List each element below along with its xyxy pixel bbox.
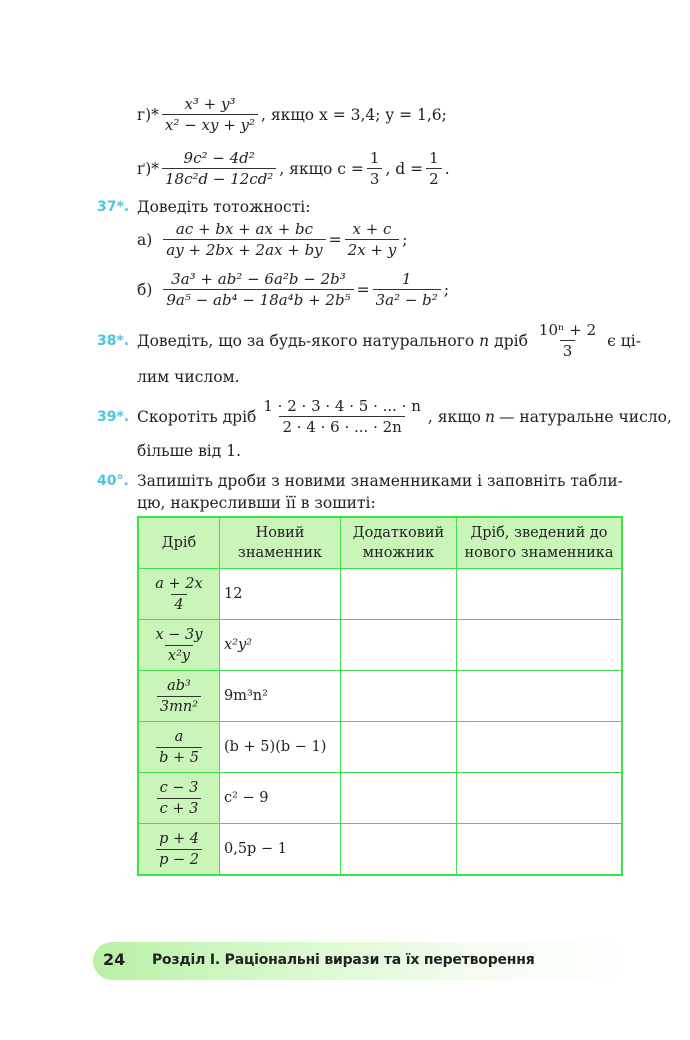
item-g-fraction	[162, 96, 258, 133]
item-g-label: г)*	[137, 105, 159, 124]
ex39-text1: Скоротіть дріб	[137, 407, 257, 426]
ex38-numerator: 10ⁿ + 2	[538, 321, 597, 339]
ex37-header	[97, 198, 310, 216]
row-denominator: 4	[171, 594, 186, 613]
ex37-b-equals: =	[356, 280, 370, 299]
row-numerator: a	[174, 728, 184, 745]
ex40-text1: Запишіть дроби з новими знаменниками і заповніть табли-	[137, 472, 623, 490]
ex39-text3: — натуральне число,	[498, 407, 672, 426]
table-header-row	[138, 517, 622, 569]
item-g2-d-fraction	[426, 150, 442, 187]
item-g	[137, 96, 447, 133]
fraction-cell	[138, 620, 220, 671]
ex37-a-right-fraction	[345, 221, 400, 258]
additional-factor-cell	[341, 773, 457, 824]
new-denominator-cell: 12	[220, 569, 341, 620]
additional-factor-cell	[341, 722, 457, 773]
table-row	[138, 620, 622, 671]
item-g2-cond-pre: , якщо c =	[279, 159, 364, 178]
ex39-n: n	[484, 407, 495, 426]
ex37-a-left-fraction	[163, 221, 325, 258]
fraction-cell	[138, 722, 220, 773]
table-row	[138, 671, 622, 722]
fraction-cell	[138, 671, 220, 722]
row-denominator: p − 2	[156, 849, 202, 868]
reduced-fraction-cell	[457, 671, 623, 722]
ex37-text: Доведіть тотожності:	[137, 198, 311, 216]
additional-factor-cell	[341, 671, 457, 722]
ex38-text4: лим числом.	[137, 368, 240, 386]
item-g2-denominator: 18c²d − 12cd²	[162, 168, 276, 187]
additional-factor-cell	[341, 620, 457, 671]
ex38-n: n	[479, 331, 490, 350]
row-numerator: p + 4	[159, 830, 199, 847]
fraction-cell	[138, 569, 220, 620]
ex38-denominator: 3	[560, 340, 576, 359]
ex39-text2: , якщо	[427, 407, 481, 426]
ex37-a-left-denominator: ay + 2bx + 2ax + by	[163, 239, 325, 258]
ex37-number: 37*.	[97, 199, 130, 215]
row-numerator: c − 3	[159, 779, 199, 796]
ex37-a-equals: =	[328, 230, 342, 249]
ex37-a-left-numerator: ac + bx + ax + bc	[175, 220, 314, 238]
ex39-text4: більше від 1.	[137, 442, 242, 460]
ex37-b	[137, 271, 449, 308]
item-g-denominator: x² − xy + y²	[162, 114, 258, 133]
c-numerator: 1	[369, 149, 380, 167]
d-denominator: 2	[426, 168, 442, 187]
header-new-denominator: Новий знаменник	[220, 517, 341, 569]
row-numerator: a + 2x	[155, 575, 203, 592]
item-g2-cond-end: .	[444, 159, 450, 178]
ex37-a-end: ;	[402, 230, 408, 249]
item-g2-label: ґ)*	[137, 159, 159, 178]
ex39-fraction	[260, 398, 424, 435]
row-denominator: c + 3	[157, 798, 202, 817]
ex37-a-right-denominator: 2x + y	[345, 239, 400, 258]
row-numerator: x − 3y	[155, 626, 203, 643]
table-row	[138, 824, 622, 876]
item-g-numerator: x³ + y³	[184, 95, 236, 113]
header-additional-factor: Додатковий множник	[341, 517, 457, 569]
ex37-b-right-denominator: 3a² − b²	[373, 289, 441, 308]
ex37-a-right-numerator: x + c	[352, 220, 392, 238]
ex37-b-left-denominator: 9a⁵ − ab⁴ − 18a⁴b + 2b⁵	[163, 289, 353, 308]
fraction-cell	[138, 824, 220, 876]
ex39-number: 39*.	[97, 408, 130, 425]
new-denominator-cell: 9m³n²	[220, 671, 341, 722]
fraction-cell	[138, 773, 220, 824]
ex38-text2: дріб	[494, 331, 528, 350]
ex40-text2: цю, накресливши її в зошиті:	[137, 494, 376, 512]
additional-factor-cell	[341, 824, 457, 876]
page-number: 24	[103, 950, 126, 969]
ex38-line2	[137, 368, 240, 386]
ex38-text3: є ці-	[607, 331, 641, 350]
new-denominator-cell: (b + 5)(b − 1)	[220, 722, 341, 773]
new-denominator-cell: x²y²	[220, 620, 341, 671]
ex37-b-left-numerator: 3a³ + ab² − 6a²b − 2b³	[171, 270, 346, 288]
ex40-line2	[137, 494, 376, 512]
ex37-b-left-fraction	[163, 271, 353, 308]
ex38-number: 38*.	[97, 332, 130, 349]
ex37-b-label: б)	[137, 280, 153, 299]
reduced-fraction-cell	[457, 824, 623, 876]
table-row	[138, 773, 622, 824]
ex37-b-right-numerator: 1	[401, 270, 412, 288]
ex37-a	[137, 221, 407, 258]
ex40-number: 40°.	[97, 473, 129, 489]
ex38-line1	[97, 322, 641, 359]
item-g2	[137, 150, 450, 187]
item-g2-numerator: 9c² − 4d²	[183, 149, 255, 167]
item-g2-c-fraction	[367, 150, 383, 187]
new-denominator-cell: 0,5p − 1	[220, 824, 341, 876]
item-g2-fraction	[162, 150, 276, 187]
header-reduced-fraction: Дріб, зведений до нового знаменника	[457, 517, 623, 569]
ex37-b-right-fraction	[373, 271, 441, 308]
row-numerator: ab³	[167, 677, 191, 694]
reduced-fraction-cell	[457, 620, 623, 671]
reduced-fraction-cell	[457, 722, 623, 773]
ex39-line2	[137, 442, 241, 460]
fractions-table	[137, 516, 623, 876]
row-denominator: 3mn²	[157, 696, 201, 715]
item-g-condition: , якщо x = 3,4; y = 1,6;	[261, 105, 447, 124]
ex38-fraction	[536, 322, 599, 359]
table-row	[138, 569, 622, 620]
ex39-line1	[97, 398, 672, 435]
c-denominator: 3	[367, 168, 383, 187]
ex37-a-label: а)	[137, 230, 153, 249]
additional-factor-cell	[341, 569, 457, 620]
ex40-line1	[97, 472, 623, 490]
reduced-fraction-cell	[457, 773, 623, 824]
new-denominator-cell: c² − 9	[220, 773, 341, 824]
reduced-fraction-cell	[457, 569, 623, 620]
row-denominator: x²y	[165, 645, 193, 664]
chapter-title: Розділ I. Раціональні вирази та їх перетворення	[152, 952, 535, 968]
row-denominator: b + 5	[156, 747, 202, 766]
ex39-denominator: 2 · 4 · 6 · ... · 2n	[279, 416, 404, 435]
d-numerator: 1	[429, 149, 439, 167]
ex38-text1: Доведіть, що за будь-якого натурального	[137, 331, 475, 350]
ex39-numerator: 1 · 2 · 3 · 4 · 5 · ... · n	[263, 397, 421, 415]
item-g2-cond-mid: , d =	[385, 159, 424, 178]
ex37-b-end: ;	[443, 280, 450, 299]
table-row	[138, 722, 622, 773]
header-fraction: Дріб	[138, 517, 220, 569]
